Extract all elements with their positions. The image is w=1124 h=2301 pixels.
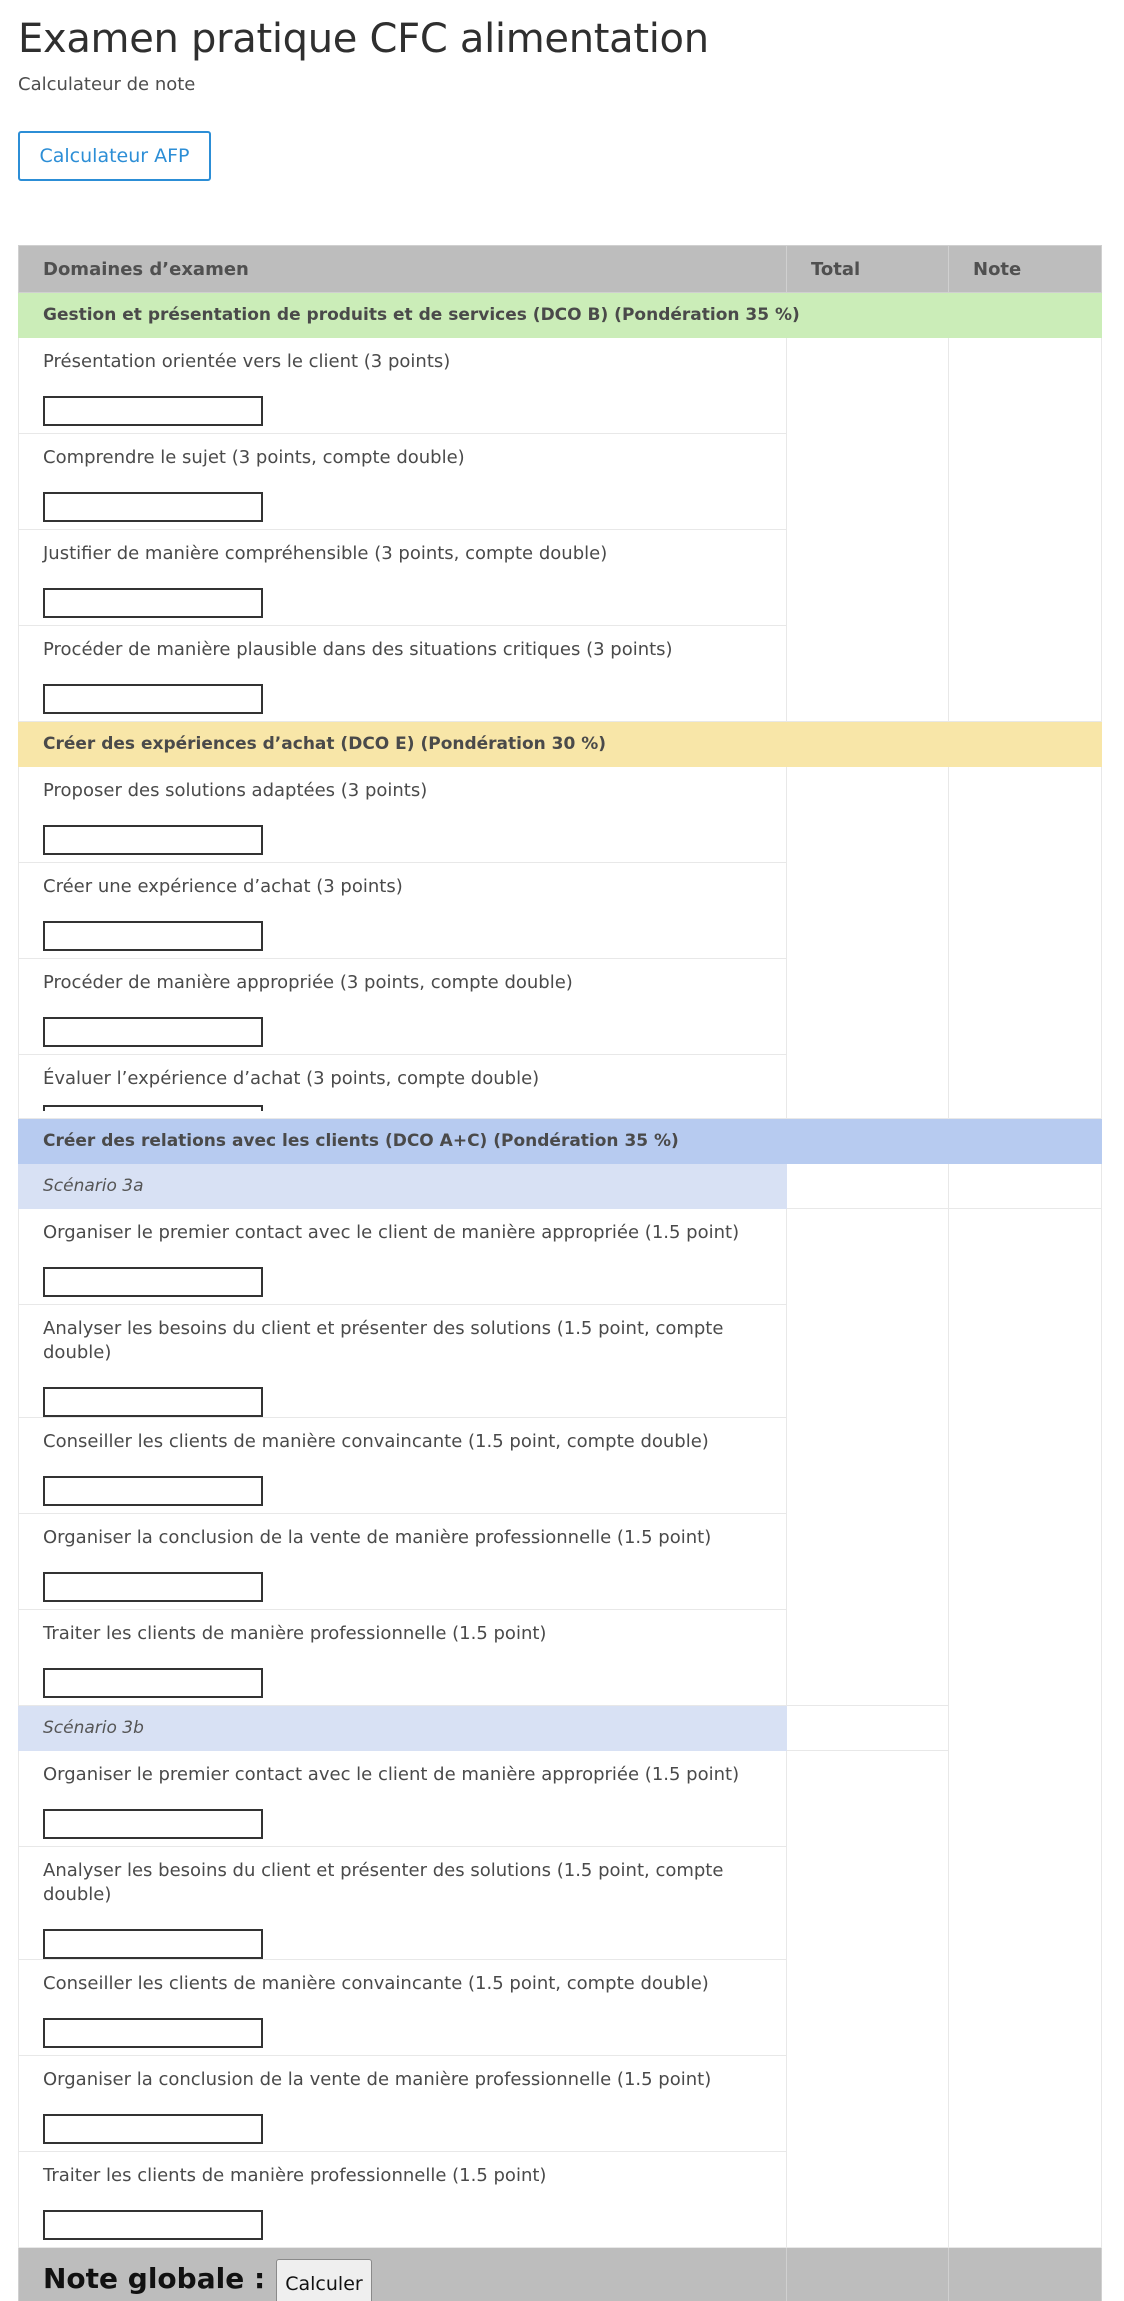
criterion-cell: [19, 767, 787, 863]
criterion-cell: [19, 434, 787, 530]
criterion-cell: [19, 1847, 787, 1960]
criterion-cell: [19, 338, 787, 434]
criterion-label: Conseiller les clients de manière convaincante (1.5 point, compte double): [43, 1431, 709, 1452]
score-input-clipped[interactable]: [43, 1105, 263, 1111]
criterion-label: Analyser les besoins du client et présenter des solutions (1.5 point, compte double): [43, 1318, 724, 1363]
section-dco-e-total: [787, 767, 949, 1119]
page-subtitle: Calculateur de note: [18, 74, 196, 95]
criterion-cell: [19, 1055, 787, 1119]
criterion-cell: [19, 1960, 787, 2056]
overall-note: [949, 2248, 1102, 2301]
criterion-label: Justifier de manière compréhensible (3 points, compte double): [43, 543, 608, 564]
score-input[interactable]: [43, 1668, 263, 1698]
scenario-3a-total-cell: [787, 1209, 949, 1706]
section-dco-e-row: [19, 722, 1102, 767]
criterion-label: Traiter les clients de manière professionnelle (1.5 point): [43, 1623, 547, 1644]
overall-grade-label: Note globale :: [43, 2262, 266, 2295]
section-dco-e-title: Créer des expériences d’achat (DCO E) (Pondération 30 %): [19, 722, 1102, 767]
criterion-label: Organiser la conclusion de la vente de manière professionnelle (1.5 point): [43, 1527, 712, 1548]
header-total: Total: [787, 246, 949, 293]
header-domain: Domaines d’examen: [19, 246, 787, 293]
scenario-3a-row: [19, 1164, 1102, 1209]
section-dco-b-note: [949, 338, 1102, 722]
scenario-3a-note-header: [949, 1164, 1102, 1209]
score-input[interactable]: [43, 2018, 263, 2048]
overall-total: [787, 2248, 949, 2301]
section-dco-b-title: Gestion et présentation de produits et de services (DCO B) (Pondération 35 %): [19, 293, 1102, 338]
table-header-row: [19, 246, 1102, 293]
footer-cell: [19, 2248, 787, 2301]
calculate-button[interactable]: Calculer: [276, 2259, 371, 2301]
criterion-label: Évaluer l’expérience d’achat (3 points, compte double): [43, 1068, 540, 1089]
scenario-3b-title: Scénario 3b: [19, 1706, 787, 1751]
score-input[interactable]: [43, 1476, 263, 1506]
section-dco-b-total: [787, 338, 949, 722]
criterion-label: Proposer des solutions adaptées (3 points): [43, 780, 428, 801]
scenario-3a-title: Scénario 3a: [19, 1164, 787, 1209]
score-input[interactable]: [43, 1572, 263, 1602]
score-input[interactable]: [43, 684, 263, 714]
criterion-label: Organiser le premier contact avec le client de manière appropriée (1.5 point): [43, 1222, 740, 1243]
criterion-label: Analyser les besoins du client et présenter des solutions (1.5 point, compte double): [43, 1860, 724, 1905]
score-input[interactable]: [43, 588, 263, 618]
scenario-3b-total: [787, 1706, 949, 1751]
score-input[interactable]: [43, 2114, 263, 2144]
criterion-cell: [19, 1751, 787, 1847]
exam-grade-table: [18, 245, 1102, 2301]
score-input[interactable]: [43, 825, 263, 855]
criterion-label: Procéder de manière appropriée (3 points, compte double): [43, 972, 573, 993]
criterion-label: Organiser la conclusion de la vente de manière professionnelle (1.5 point): [43, 2069, 712, 2090]
table-row: [19, 767, 1102, 863]
footer-row: [19, 2248, 1102, 2301]
score-input[interactable]: [43, 492, 263, 522]
header-note: Note: [949, 246, 1102, 293]
criterion-cell: [19, 959, 787, 1055]
criterion-cell: [19, 530, 787, 626]
criterion-cell: [19, 2056, 787, 2152]
score-input[interactable]: [43, 1809, 263, 1839]
criterion-label: Créer une expérience d’achat (3 points): [43, 876, 403, 897]
criterion-label: Présentation orientée vers le client (3 points): [43, 351, 451, 372]
criterion-cell: [19, 626, 787, 722]
criterion-cell: [19, 1418, 787, 1514]
criterion-label: Traiter les clients de manière professionnelle (1.5 point): [43, 2165, 547, 2186]
scenario-3b-total-cell: [787, 1751, 949, 2248]
criterion-cell: [19, 1610, 787, 1706]
afp-calculator-button[interactable]: Calculateur AFP: [18, 131, 211, 181]
criterion-cell: [19, 863, 787, 959]
table-row: [19, 1209, 1102, 1305]
score-input[interactable]: [43, 1267, 263, 1297]
criterion-label: Comprendre le sujet (3 points, compte double): [43, 447, 465, 468]
score-input[interactable]: [43, 1017, 263, 1047]
score-input[interactable]: [43, 921, 263, 951]
criterion-label: Conseiller les clients de manière convaincante (1.5 point, compte double): [43, 1973, 709, 1994]
score-input[interactable]: [43, 396, 263, 426]
criterion-label: Organiser le premier contact avec le client de manière appropriée (1.5 point): [43, 1764, 740, 1785]
table-row: [19, 1751, 1102, 1847]
criterion-cell: [19, 1305, 787, 1418]
score-input[interactable]: [43, 2210, 263, 2240]
score-input[interactable]: [43, 1929, 263, 1959]
criterion-label: Procéder de manière plausible dans des situations critiques (3 points): [43, 639, 673, 660]
section-dco-ac-row: [19, 1119, 1102, 1164]
page-title: Examen pratique CFC alimentation: [18, 16, 709, 62]
table-row: [19, 338, 1102, 434]
section-dco-e-note: [949, 767, 1102, 1119]
criterion-cell: [19, 2152, 787, 2248]
score-input[interactable]: [43, 1387, 263, 1417]
section-dco-b-row: [19, 293, 1102, 338]
section-dco-ac-note: [949, 1209, 1102, 2248]
criterion-cell: [19, 1209, 787, 1305]
section-dco-ac-title: Créer des relations avec les clients (DCO A+C) (Pondération 35 %): [19, 1119, 1102, 1164]
criterion-cell: [19, 1514, 787, 1610]
scenario-3b-row: [19, 1706, 1102, 1751]
scenario-3a-total: [787, 1164, 949, 1209]
